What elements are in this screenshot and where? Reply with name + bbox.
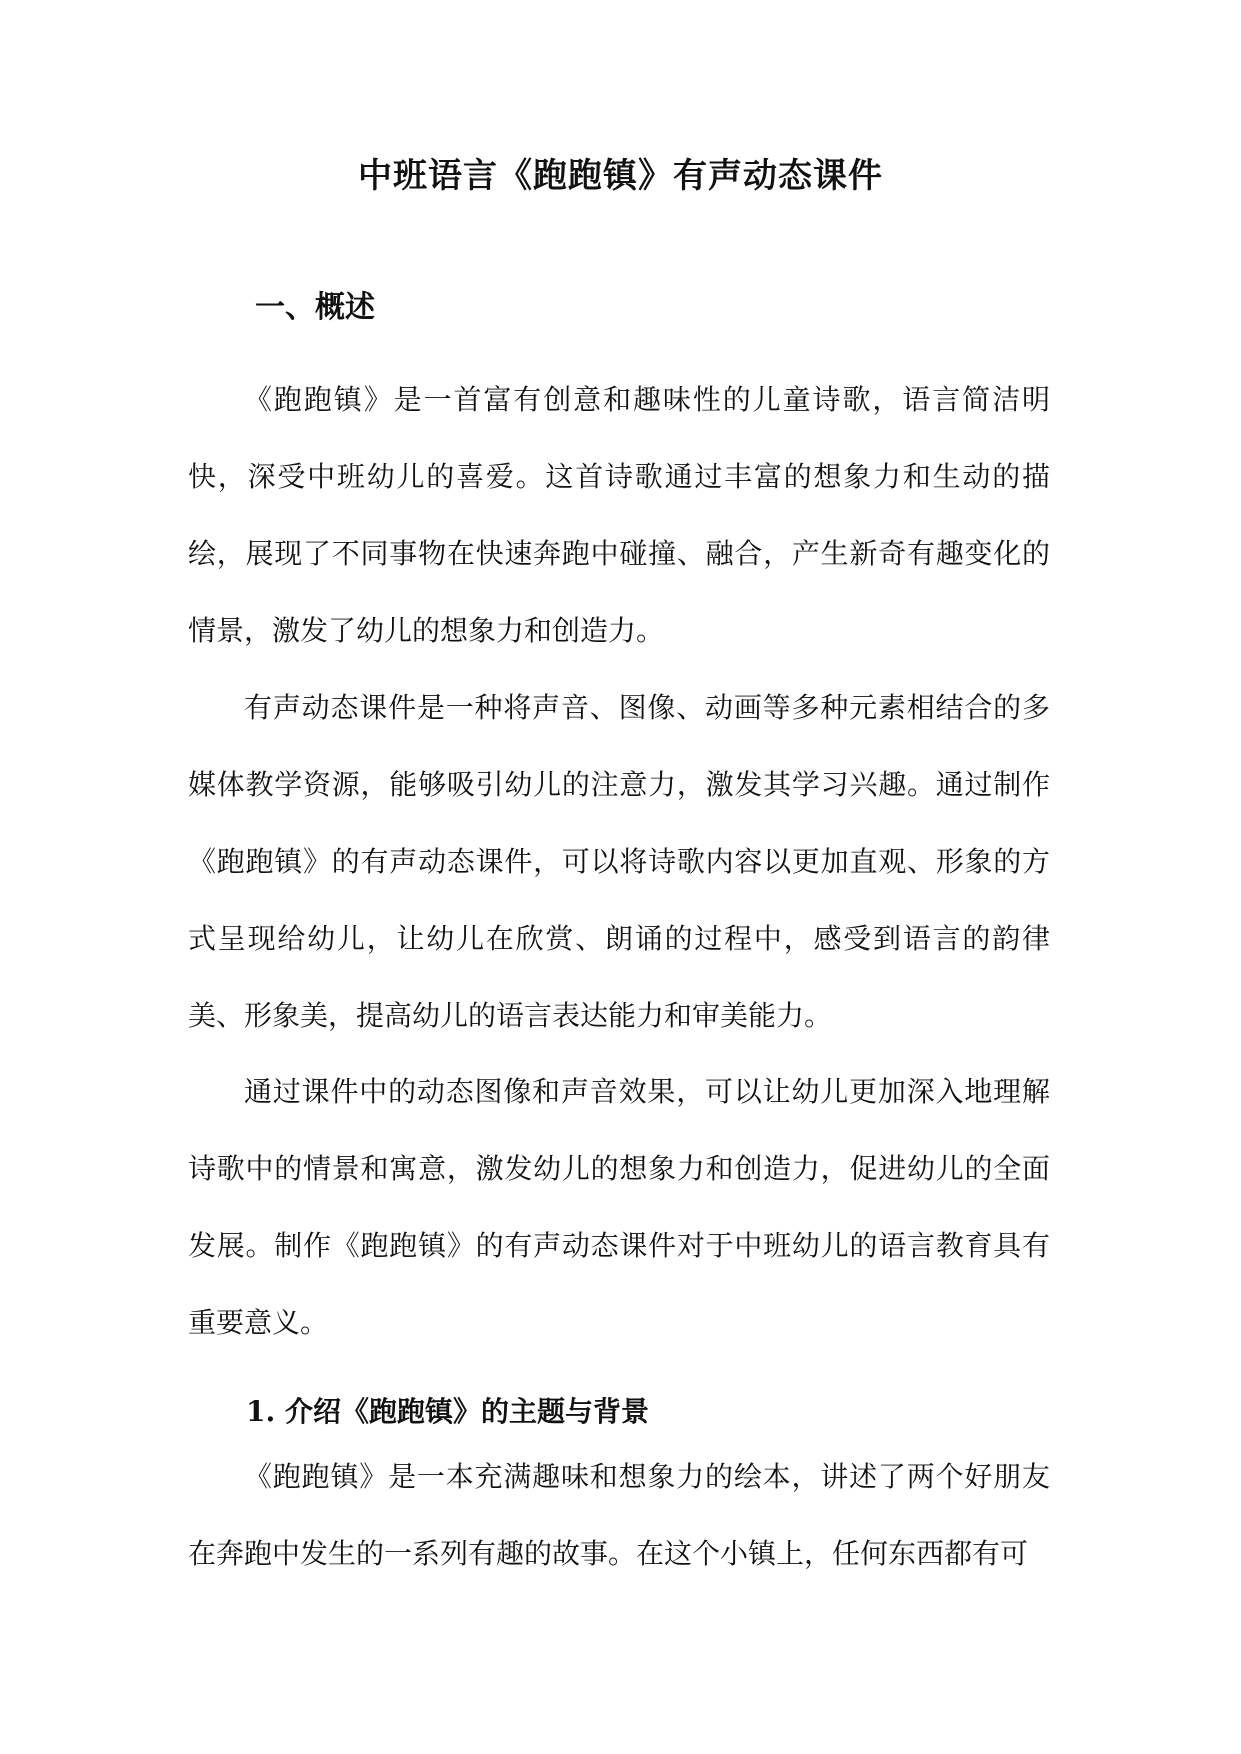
paragraph: 有声动态课件是一种将声音、图像、动画等多种元素相结合的多媒体教学资源，能够吸引幼儿的注意力，激发其学习兴趣。通过制作《跑跑镇》的有声动态课件，可以将诗歌内容以更加直观、形象的方式呈现给幼儿，让幼儿在欣赏、朗诵的过程中，感受到语言的韵律美、形象美，提高幼儿的语言表达能力和审美能力。 bbox=[188, 691, 1050, 1032]
paragraph: 通过课件中的动态图像和声音效果，可以让幼儿更加深入地理解诗歌中的情景和寓意，激发幼儿的想象力和创造力，促进幼儿的全面发展。制作《跑跑镇》的有声动态课件对于中班幼儿的语言教育具有重要意义。 bbox=[188, 1075, 1050, 1339]
paragraph: 《跑跑镇》是一首富有创意和趣味性的儿童诗歌，语言简洁明快，深受中班幼儿的喜爱。这首诗歌通过丰富的想象力和生动的描绘，展现了不同事物在快速奔跑中碰撞、融合，产生新奇有趣变化的情景，激发了幼儿的想象力和创造力。 bbox=[188, 383, 1050, 647]
subsection-heading: 1. 介绍《跑跑镇》的主题与背景 bbox=[246, 1395, 649, 1428]
document-title: 中班语言《跑跑镇》有声动态课件 bbox=[358, 156, 883, 196]
section-heading-overview: 一、概述 bbox=[255, 290, 375, 325]
paragraph: 《跑跑镇》是一本充满趣味和想象力的绘本，讲述了两个好朋友在奔跑中发生的一系列有趣的故事。在这个小镇上，任何东西都有可 bbox=[188, 1460, 1050, 1570]
